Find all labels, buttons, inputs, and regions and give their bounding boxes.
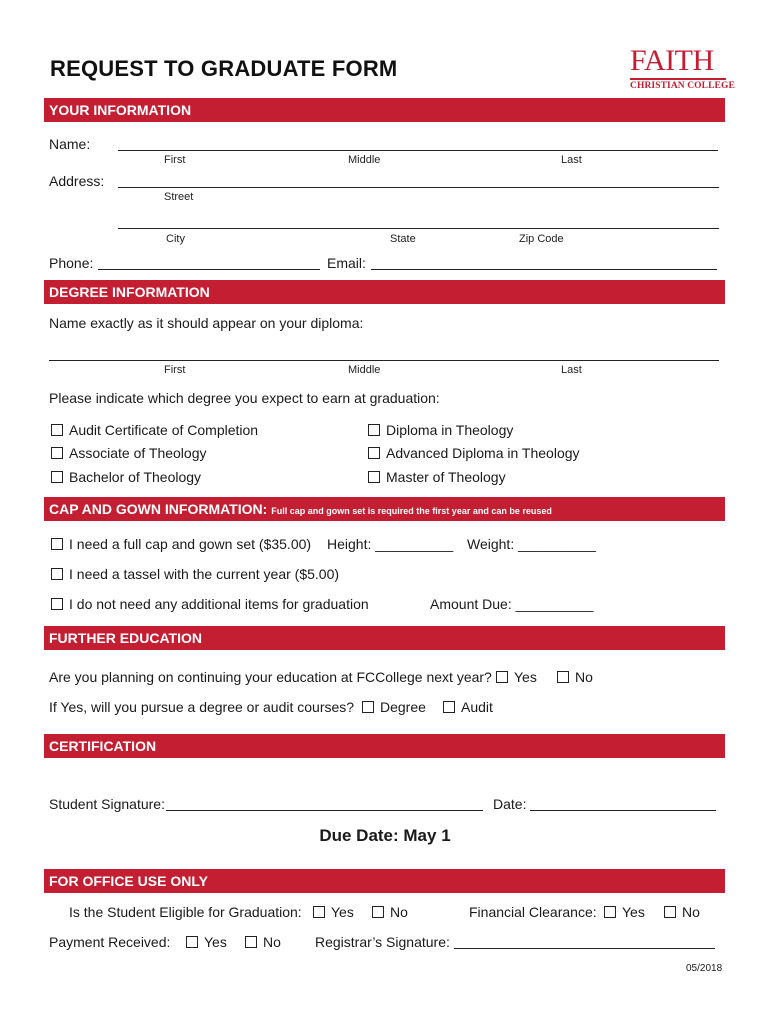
option-label: Associate of Theology (69, 445, 207, 461)
option-label: No (390, 904, 408, 920)
pursue-degree-option[interactable] (362, 699, 426, 715)
option-label: Bachelor of Theology (69, 469, 202, 485)
option-tassel[interactable] (51, 566, 339, 582)
degree-option-diploma[interactable] (368, 422, 513, 438)
checkbox[interactable] (51, 568, 63, 580)
email-field-line[interactable] (371, 269, 717, 270)
option-label: I need a tassel with the current year ($5.00) (69, 566, 340, 582)
option-full-cap-gown[interactable] (51, 536, 311, 552)
diploma-name-field-line[interactable] (49, 360, 719, 361)
checkbox[interactable] (443, 701, 455, 713)
section-header-office-use: FOR OFFICE USE ONLY (44, 869, 725, 893)
diploma-last-caption: Last (561, 364, 582, 376)
name-field-line[interactable] (118, 150, 718, 151)
city-state-zip-field-line[interactable] (118, 228, 719, 229)
checkbox[interactable] (51, 538, 63, 550)
zip-caption: Zip Code (519, 233, 564, 245)
option-label: Yes (514, 669, 537, 685)
checkbox[interactable] (51, 447, 63, 459)
option-label: Degree (380, 699, 426, 715)
checkbox[interactable] (186, 936, 198, 948)
diploma-first-caption: First (164, 364, 186, 376)
option-label: Master of Theology (386, 469, 506, 485)
name-first-caption: First (164, 154, 186, 166)
checkbox[interactable] (362, 701, 374, 713)
section-header-certification: CERTIFICATION (44, 734, 725, 758)
signature-date-label: Date: (493, 796, 527, 812)
checkbox[interactable] (313, 906, 325, 918)
degree-option-bachelor[interactable] (51, 469, 201, 485)
checkbox[interactable] (604, 906, 616, 918)
checkbox[interactable] (245, 936, 257, 948)
option-label: Yes (622, 904, 645, 920)
street-caption: Street (164, 191, 194, 203)
payment-yes-option[interactable] (186, 934, 227, 950)
degree-option-master[interactable] (368, 469, 506, 485)
option-no-additional-items[interactable] (51, 596, 369, 612)
signature-date-line[interactable] (530, 810, 716, 811)
amount-due-field[interactable]: Amount Due: __________ (430, 596, 594, 612)
cap-gown-title: CAP AND GOWN INFORMATION: (49, 501, 268, 517)
payment-received-label: Payment Received: (49, 934, 171, 950)
page-title: REQUEST TO GRADUATE FORM (50, 56, 398, 81)
diploma-name-prompt: Name exactly as it should appear on your diploma: (49, 315, 364, 331)
student-signature-line[interactable] (166, 810, 483, 811)
address-label: Address: (49, 173, 105, 189)
form-revision-date: 05/2018 (686, 963, 723, 974)
logo-rule (630, 78, 726, 80)
degree-option-audit-certificate[interactable] (51, 422, 258, 438)
section-header-cap-and-gown (44, 497, 725, 521)
option-label: I need a full cap and gown set ($35.00) (69, 536, 312, 552)
checkbox[interactable] (372, 906, 384, 918)
continue-no-option[interactable] (557, 669, 593, 685)
continue-education-question: Are you planning on continuing your education at FCCollege next year? (49, 669, 492, 685)
pursue-audit-option[interactable] (443, 699, 493, 715)
degree-option-associate[interactable] (51, 445, 207, 461)
continue-yes-option[interactable] (496, 669, 537, 685)
name-last-caption: Last (561, 154, 582, 166)
option-label: Yes (204, 934, 227, 950)
logo-wordmark: FAITH (630, 44, 714, 77)
height-field[interactable]: Height: __________ (327, 536, 454, 552)
checkbox[interactable] (51, 424, 63, 436)
payment-no-option[interactable] (245, 934, 281, 950)
due-date: Due Date: May 1 (319, 826, 451, 845)
financial-yes-option[interactable] (604, 904, 645, 920)
diploma-middle-caption: Middle (348, 364, 381, 376)
option-label: Audit Certificate of Completion (69, 422, 259, 438)
checkbox[interactable] (368, 424, 380, 436)
eligible-yes-option[interactable] (313, 904, 354, 920)
checkbox[interactable] (51, 598, 63, 610)
eligible-no-option[interactable] (372, 904, 408, 920)
option-label: Audit (461, 699, 493, 715)
name-label: Name: (49, 136, 91, 152)
student-signature-label: Student Signature: (49, 796, 165, 812)
checkbox[interactable] (51, 471, 63, 483)
checkbox[interactable] (557, 671, 569, 683)
option-label: No (575, 669, 593, 685)
phone-label: Phone: (49, 255, 94, 271)
section-header-further-education: FURTHER EDUCATION (44, 626, 725, 650)
cap-gown-note: Full cap and gown set is required the first year and can be reused (271, 506, 552, 516)
checkbox[interactable] (368, 471, 380, 483)
checkbox[interactable] (496, 671, 508, 683)
registrar-signature-label: Registrar’s Signature: (315, 934, 450, 950)
state-caption: State (390, 233, 416, 245)
street-field-line[interactable] (118, 187, 719, 188)
option-label: No (263, 934, 281, 950)
financial-clearance-label: Financial Clearance: (469, 904, 597, 920)
financial-no-option[interactable] (664, 904, 700, 920)
city-caption: City (166, 233, 185, 245)
college-logo (630, 44, 735, 92)
checkbox[interactable] (368, 447, 380, 459)
email-label: Email: (327, 255, 366, 271)
section-header-degree-information: DEGREE INFORMATION (44, 280, 725, 304)
section-header-your-information: YOUR INFORMATION (44, 98, 725, 122)
degree-prompt: Please indicate which degree you expect to earn at graduation: (49, 390, 440, 406)
option-label: Advanced Diploma in Theology (386, 445, 580, 461)
weight-field[interactable]: Weight: __________ (467, 536, 596, 552)
checkbox[interactable] (664, 906, 676, 918)
pursue-question: If Yes, will you pursue a degree or audit courses? (49, 699, 355, 715)
phone-field-line[interactable] (98, 269, 320, 270)
name-middle-caption: Middle (348, 154, 381, 166)
option-label: Diploma in Theology (386, 422, 514, 438)
option-label: Yes (331, 904, 354, 920)
option-label: I do not need any additional items for graduation (69, 596, 369, 612)
registrar-signature-line[interactable] (454, 948, 715, 949)
eligible-label: Is the Student Eligible for Graduation: (69, 904, 302, 920)
option-label: No (682, 904, 700, 920)
logo-subtitle: CHRISTIAN COLLEGE (630, 81, 735, 91)
degree-option-advanced-diploma[interactable] (368, 445, 580, 461)
